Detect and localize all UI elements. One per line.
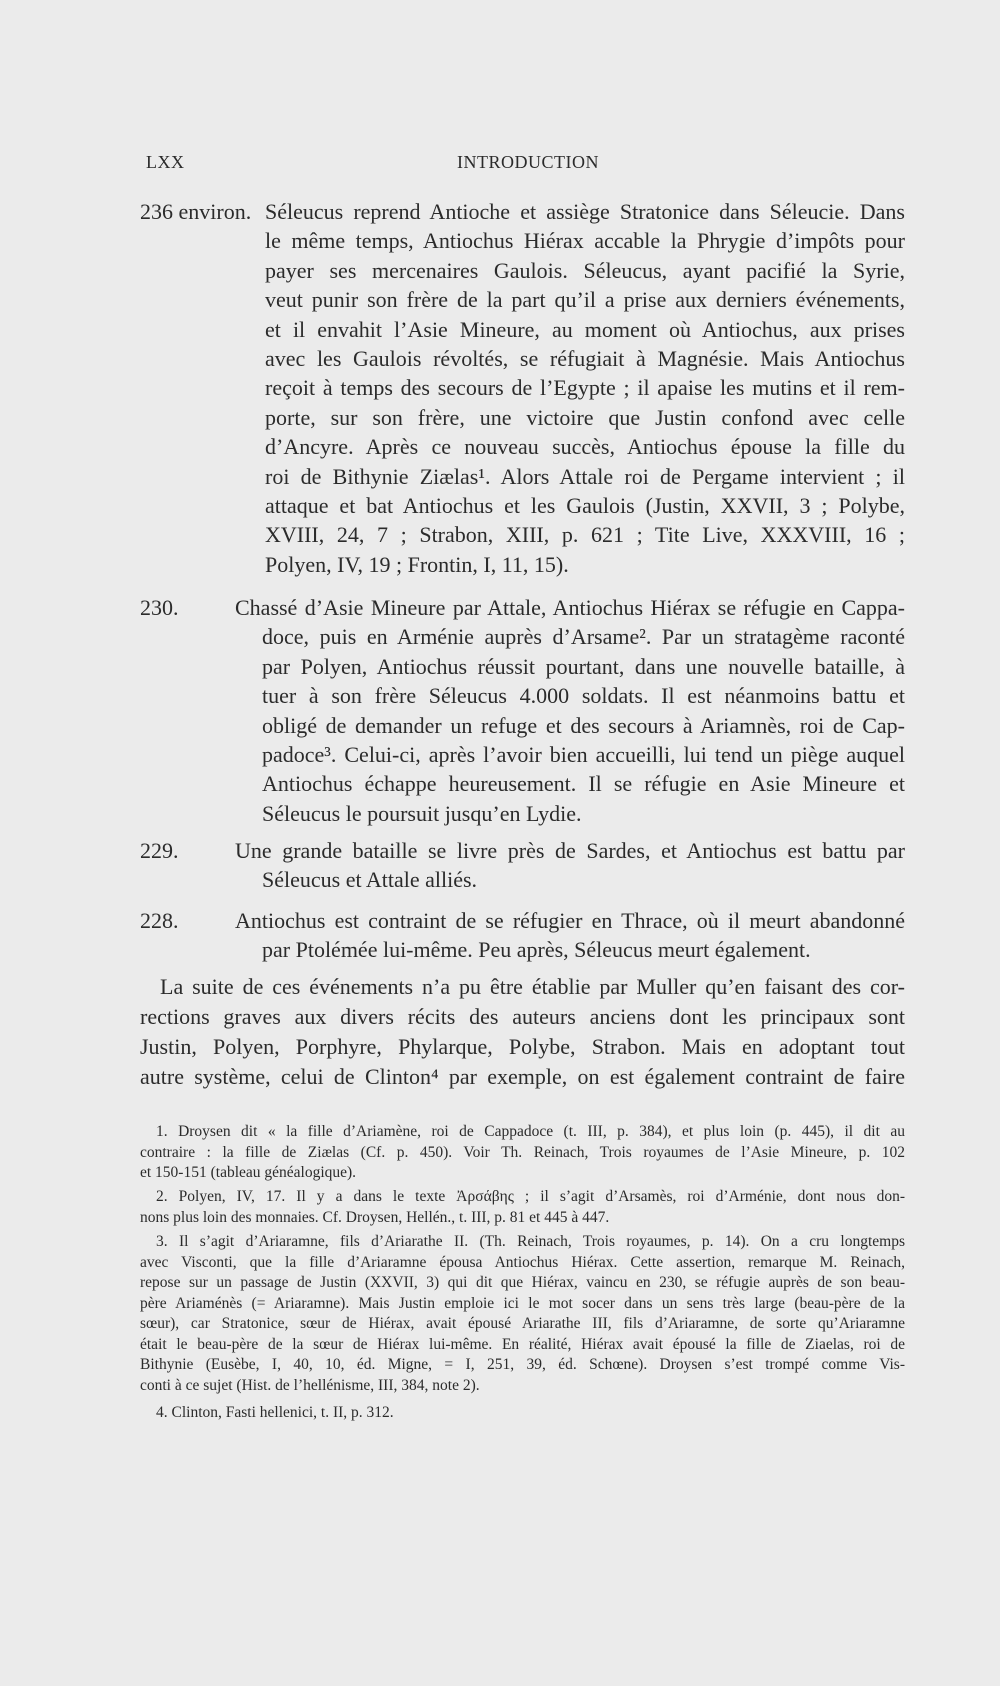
entry-line: et il envahit l’Asie Mineure, au moment où Antiochus, aux prises xyxy=(265,316,905,342)
footnote-line: repose sur un passage de Justin (XXVII, 3) qui dit que Hiérax, vaincu en 230, se réfugie auprès de son beau- xyxy=(140,1274,905,1291)
entry-line: veut punir son frère de la part qu’il a prise aux derniers événements, xyxy=(265,287,905,313)
footnote-line: contraire : la fille de Ziælas (Cf. p. 450). Voir Th. Reinach, Trois royaumes de l’Asie Mineure, p. 102 xyxy=(140,1143,905,1161)
entry-line: Polyen, IV, 19 ; Frontin, I, 11, 15). xyxy=(265,551,569,577)
entry-year: 228. xyxy=(140,908,179,933)
chronology-entry-236 xyxy=(140,197,905,579)
entry-line: Une grande bataille se livre près de Sardes, et Antiochus est battu par xyxy=(235,838,905,863)
footnote-3 xyxy=(140,1232,905,1396)
entry-line: Antiochus est contraint de se réfugier en Thrace, où il meurt abandonné xyxy=(235,908,905,933)
paragraph-line: rections graves aux divers récits des auteurs anciens dont les principaux sont xyxy=(140,1004,905,1029)
entry-line: reçoit à temps des secours de l’Egypte ; il apaise les mutins et il rem- xyxy=(265,375,905,401)
entry-line: doce, puis en Arménie auprès d’Arsame². Par un stratagème raconté xyxy=(262,624,905,650)
entry-line: le même temps, Antiochus Hiérax accable la Phrygie d’impôts pour xyxy=(265,228,905,254)
entry-line: attaque et bat Antiochus et les Gaulois (Justin, XXVII, 3 ; Polybe, xyxy=(265,492,905,518)
footnote-line: 4. Clinton, Fasti hellenici, t. II, p. 312. xyxy=(156,1404,394,1421)
chronology-entry-228 xyxy=(140,906,905,965)
footnote-line: conti à ce sujet (Hist. de l’hellénisme, III, 384, note 2). xyxy=(140,1376,480,1394)
footnote-line: nons plus loin des monnaies. Cf. Droysen, Hellén., t. III, p. 81 et 445 à 447. xyxy=(140,1208,610,1226)
footnote-2 xyxy=(140,1187,905,1228)
footnote-4 xyxy=(140,1403,905,1424)
entry-line: Antiochus échappe heureusement. Il se réfugie en Asie Mineure et xyxy=(262,771,905,797)
entry-line: Séleucus reprend Antioche et assiège Stratonice dans Séleucie. Dans xyxy=(265,199,905,224)
footnote-line: et 150-151 (tableau généalogique). xyxy=(140,1164,357,1181)
footnote-1 xyxy=(140,1122,905,1184)
chronology-entry-229 xyxy=(140,836,905,895)
footnote-line: 2. Polyen, IV, 17. Il y a dans le texte Ἀρσάβης ; il s’agit d’Arsamès, roi d’Arménie, dont nous don- xyxy=(156,1188,905,1205)
entry-line: Séleucus le poursuit jusqu’en Lydie. xyxy=(262,800,582,826)
chronology-entry-230 xyxy=(140,593,905,828)
page-number: LXX xyxy=(146,152,185,172)
footnote-line: 3. Il s’agit d’Ariaramne, fils d’Ariarathe II. (Th. Reinach, Trois royaumes, p. 14). On a cru longtemps xyxy=(156,1233,905,1250)
entry-year: 230. xyxy=(140,595,179,620)
footnote-line: 1. Droysen dit « la fille d’Ariamène, roi de Cappadoce (t. III, p. 384), et plus loin (p. 445), il dit au xyxy=(156,1123,905,1140)
entry-line: Séleucus et Attale alliés. xyxy=(262,867,478,893)
footnote-line: avec Visconti, que la fille d’Ariaramne épousa Antiochus Hiérax. Cette assertion, remarque M. Reinach, xyxy=(140,1253,905,1271)
entry-line: tuer à son frère Séleucus 4.000 soldats. Il est néanmoins battu et xyxy=(262,683,905,709)
entry-line: payer ses mercenaires Gaulois. Séleucus, ayant pacifié la Syrie, xyxy=(265,257,905,283)
entry-year: 229. xyxy=(140,838,179,863)
entry-line: XVIII, 24, 7 ; Strabon, XIII, p. 621 ; Tite Live, XXXVIII, 16 ; xyxy=(265,522,905,548)
entry-line: par Polyen, Antiochus réussit pourtant, dans une nouvelle bataille, à xyxy=(262,653,905,679)
footnote-line: était le beau-père de la sœur de Hiérax lui-même. En réalité, Hiérax avait épousé la fille de Ziaelas, roi de xyxy=(140,1335,905,1353)
paragraph-line: autre système, celui de Clinton⁴ par exemple, on est également contraint de faire xyxy=(140,1064,905,1089)
entry-line: d’Ancyre. Après ce nouveau succès, Antiochus épouse la fille du xyxy=(265,434,905,460)
running-title: INTRODUCTION xyxy=(457,152,599,172)
entry-line: padoce³. Celui-ci, après l’avoir bien accueilli, lui tend un piège auquel xyxy=(262,741,905,767)
entry-line: roi de Bithynie Ziælas¹. Alors Attale roi de Pergame intervient ; il xyxy=(265,463,905,489)
entry-line: porte, sur son frère, une victoire que Justin confond avec celle xyxy=(265,404,905,430)
body-paragraph xyxy=(140,972,905,1092)
entry-line: par Ptolémée lui-même. Peu après, Séleucus meurt également. xyxy=(262,937,811,963)
entry-line: obligé de demander un refuge et des secours à Ariamnès, roi de Cap- xyxy=(262,712,905,738)
footnote-line: Bithynie (Eusèbe, I, 40, 10, éd. Migne, = I, 251, 39, éd. Schœne). Droysen s’est trompé comme Vis- xyxy=(140,1356,905,1373)
paragraph-line: Justin, Polyen, Porphyre, Phylarque, Polybe, Strabon. Mais en adoptant tout xyxy=(140,1034,905,1059)
footnote-line: sœur), car Stratonice, sœur de Hiérax, avait épousé Ariarathe III, fils d’Ariaramne, de sorte qu’Ariaramne xyxy=(140,1315,905,1332)
entry-line: avec les Gaulois révoltés, se réfugiait à Magnésie. Mais Antiochus xyxy=(265,345,905,371)
footnote-line: père Ariaménès (= Ariaramne). Mais Justin emploie ici le mot socer dans un sens très large (beau-père de la xyxy=(140,1294,905,1312)
entry-line: Chassé d’Asie Mineure par Attale, Antiochus Hiérax se réfugie en Cappa- xyxy=(235,595,905,620)
entry-year: 236 environ. xyxy=(140,199,252,224)
paragraph-line: La suite de ces événements n’a pu être établie par Muller qu’en faisant des cor- xyxy=(160,974,905,999)
